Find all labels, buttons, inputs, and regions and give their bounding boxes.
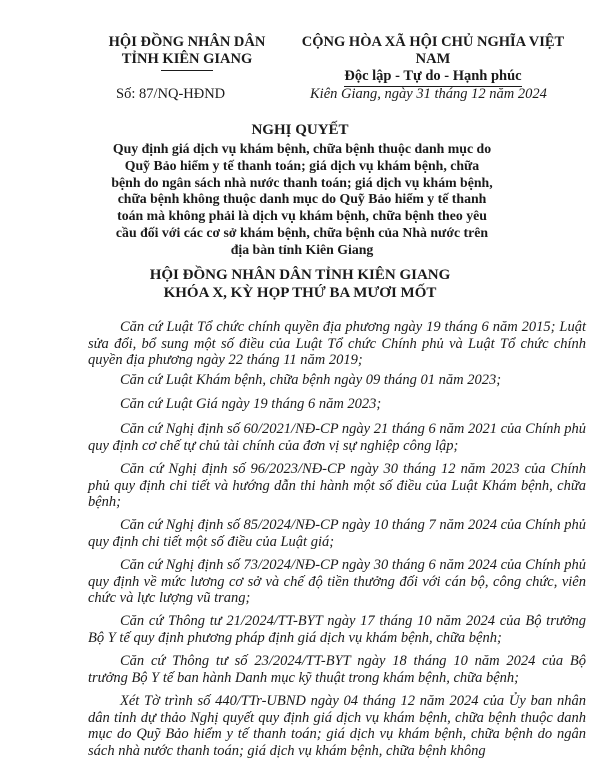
issuer-block: [92, 34, 282, 71]
place-and-date: Kiên Giang, ngày 31 tháng 12 năm 2024: [310, 86, 547, 102]
national-motto: Độc lập - Tự do - Hạnh phúc: [344, 68, 521, 87]
preamble-paragraph: Căn cứ Nghị định số 85/2024/NĐ-CP ngày 10 tháng 7 năm 2024 của Chính phủ quy định chi tiết một số điều của Luật giá;: [88, 517, 587, 550]
preamble-paragraph: Căn cứ Nghị định số 96/2023/NĐ-CP ngày 30 tháng 12 năm 2023 của Chính phủ quy định chi tiết và hướng dẫn thi hành một số điều của Luật Khám bệnh, chữa bệnh;: [88, 461, 586, 510]
issuer-line-2: TỈNH KIÊN GIANG: [121, 51, 253, 67]
preamble-paragraph: Căn cứ Nghị định số 73/2024/NĐ-CP ngày 30 tháng 6 năm 2024 của Chính phủ quy định về mức lương cơ sở và chế độ tiền thưởng đối với cán bộ, công chức, viên chức và lực lượng vũ trang;: [88, 557, 587, 606]
document-title: NGHỊ QUYẾT: [251, 122, 349, 138]
preamble-paragraph: Căn cứ Luật Giá ngày 19 tháng 6 năm 2023;: [120, 396, 382, 412]
document-number: Số: 87/NQ-HĐND: [116, 86, 226, 102]
preamble-paragraph: Căn cứ Thông tư 21/2024/TT-BYT ngày 17 tháng 10 năm 2024 của Bộ trưởng Bộ Y tế quy định phương pháp định giá dịch vụ khám bệnh, chữa bệnh;: [88, 613, 586, 646]
preamble-paragraph: Căn cứ Thông tư số 23/2024/TT-BYT ngày 18 tháng 10 năm 2024 của Bộ trưởng Bộ Y tế ban hành Danh mục kỹ thuật trong khám bệnh, chữa bệnh;: [88, 653, 586, 686]
national-heading-block: [283, 34, 583, 87]
preamble-paragraph: Căn cứ Luật Khám bệnh, chữa bệnh ngày 09 tháng 01 năm 2023;: [120, 372, 502, 388]
document-subtitle: Quy định giá dịch vụ khám bệnh, chữa bệnh thuộc danh mục do Quỹ Bảo hiểm y tế thanh toán; giá dịch vụ khám bệnh, chữa bệnh do ngân sách nhà nước thanh toán; giá dịch vụ khám bệnh, chữa bệnh không thuộc danh mục do Quỹ Bảo hiểm y tế thanh toán mà không phải là dịch vụ khám bệnh, chữa bệnh theo yêu cầu đối với các cơ sở khám bệnh, chữa bệnh của Nhà nước trên địa bàn tỉnh Kiên Giang: [111, 141, 493, 257]
preamble-paragraph: Xét Tờ trình số 440/TTr-UBND ngày 04 tháng 12 năm 2024 của Ủy ban nhân dân tỉnh dự thảo Nghị quyết quy định giá dịch vụ khám bệnh, chữa bệnh thuộc danh mục do Quỹ Bảo hiểm y tế thanh toán; giá dịch vụ khám bệnh, chữa bệnh do ngân sách nhà nước thanh toán; giá dịch vụ khám bệnh, chữa bệnh không: [88, 693, 586, 759]
preamble-paragraph: Căn cứ Luật Tổ chức chính quyền địa phương ngày 19 tháng 6 năm 2015; Luật sửa đổi, bổ sung một số điều của Luật Tổ chức Chính phủ và Luật Tổ chức chính quyền địa phương ngày 22 tháng 11 năm 2019;: [88, 319, 586, 368]
council-line-2: KHÓA X, KỲ HỌP THỨ BA MƯƠI MỐT: [163, 285, 437, 301]
country-name: CỘNG HÒA XÃ HỘI CHỦ NGHĨA VIỆT NAM: [301, 34, 565, 67]
preamble-paragraph: Căn cứ Nghị định số 60/2021/NĐ-CP ngày 21 tháng 6 năm 2021 của Chính phủ quy định cơ chế tự chủ tài chính của đơn vị sự nghiệp công lập;: [88, 421, 587, 454]
council-heading: [0, 266, 600, 302]
council-line-1: HỘI ĐỒNG NHÂN DÂN TỈNH KIÊN GIANG: [149, 267, 451, 283]
issuer-underline: [161, 70, 213, 71]
issuer-line-1: HỘI ĐỒNG NHÂN DÂN: [108, 34, 266, 50]
